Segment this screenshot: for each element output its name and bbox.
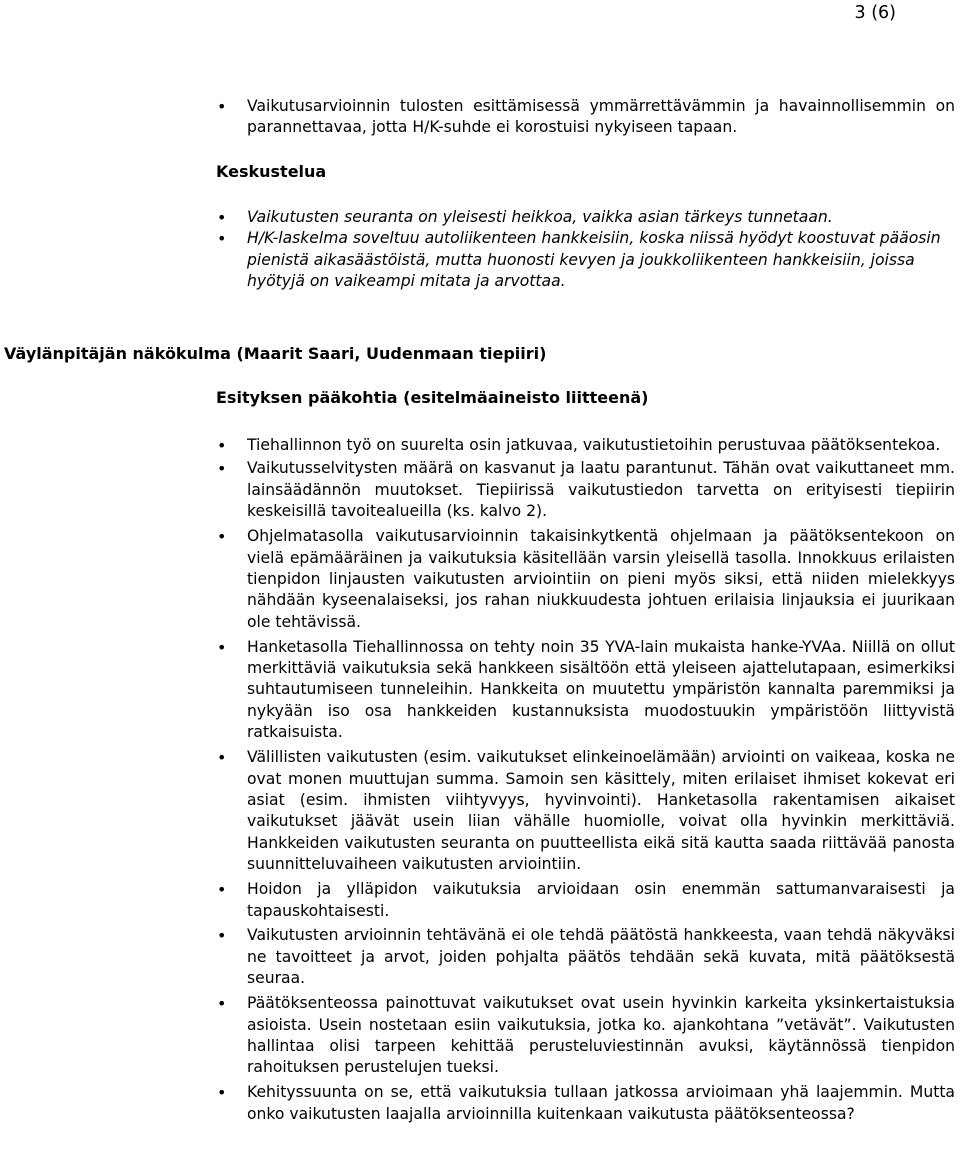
- intro-bullet-list: [0, 96, 960, 139]
- bullet-icon: •: [217, 1083, 227, 1103]
- bullet-icon: •: [217, 436, 227, 455]
- list-item: • Hoidon ja ylläpidon vaikutuksia arvioidaan osin enemmän sattumanvaraisesti ja tapauskohtaisesti.: [217, 880, 955, 920]
- list-item: • Ohjelmatasolla vaikutusarvioinnin takaisinkytkentä ohjelmaan ja päätöksentekoon on vielä epämääräinen ja vaikutuksia käsitellään varsin yleisellä tasolla. Innokkuus erilaisten tienpidon linjausten vaikutusten arviointiin on pieni myös siksi, että niiden mielekkyys nähdään kyseenalaiseksi, jos rahan niukkuudesta johtuen erilaisia linjauksia ei juurikaan ole tehtävissä.: [217, 527, 955, 631]
- main-bullet-list: [0, 435, 960, 1129]
- subsection-heading: Esityksen pääkohtia (esitelmäaineisto liitteenä): [216, 388, 649, 407]
- bullet-icon: •: [217, 748, 227, 768]
- section-heading: Väylänpitäjän näkökulma (Maarit Saari, Uudenmaan tiepiiri): [4, 344, 547, 363]
- list-item: • Kehityssuunta on se, että vaikutuksia tullaan jatkossa arvioimaan yhä laajemmin. Mutta onko vaikutusten laajalla arvioinnilla kuitenkaan vaikutusta päätöksenteossa?: [217, 1083, 955, 1123]
- bullet-icon: •: [217, 208, 227, 227]
- page-number: 3 (6): [854, 3, 896, 23]
- list-item: • Tiehallinnon työ on suurelta osin jatkuvaa, vaikutustietoihin perustuvaa päätöksentekoa.: [217, 436, 941, 455]
- discussion-heading: Keskustelua: [216, 162, 327, 181]
- bullet-icon: •: [217, 527, 227, 547]
- list-item: • Vaikutusten seuranta on yleisesti heikkoa, vaikka asian tärkeys tunnetaan.: [217, 208, 833, 227]
- bullet-icon: •: [217, 459, 227, 479]
- list-item: • Vaikutusten arvioinnin tehtävänä ei ole tehdä päätöstä hankkeesta, vaan tehdä näkyväksi ne tavoitteet ja arvot, joiden pohjalta päätös tehdään sekä kuvata, mitä päätöksestä seuraa.: [217, 926, 955, 988]
- bullet-icon: •: [217, 880, 227, 900]
- bullet-icon: •: [217, 97, 227, 116]
- list-item: • H/K-laskelma soveltuu autoliikenteen hankkeisiin, koska niissä hyödyt koostuvat pääosin pienistä aikasäästöistä, mutta huonosti kevyen ja joukkoliikenteen hankkeisiin, joissa hyötyjä on vaikeampi mitata ja arvottaa.: [217, 229, 941, 291]
- list-item: • Hanketasolla Tiehallinnossa on tehty noin 35 YVA-lain mukaista hanke-YVAa. Niillä on ollut merkittäviä vaikutuksia sekä hankkeen sisältöön että yleiseen ajattelutapaan, esimerkiksi suhtautumiseen tunneleihin. Hankkeita on muutettu ympäristön kannalta paremmiksi ja nykyään iso osa hankkeiden kustannuksista muodostuukin ympäristöön liittyvistä ratkaisuista.: [217, 637, 955, 742]
- bullet-icon: •: [217, 994, 227, 1014]
- bullet-icon: •: [217, 229, 227, 249]
- bullet-icon: •: [217, 926, 227, 946]
- bullet-icon: •: [217, 637, 227, 657]
- list-item: • Välillisten vaikutusten (esim. vaikutukset elinkeinoelämään) arviointi on vaikeaa, koska ne ovat monen muuttujan summa. Samoin sen käsittely, miten erilaiset ihmiset kokevat eri asiat (esim. ihmisten viihtyvyys, hyvinvointi). Hanketasolla rakentamisen aikaiset vaikutukset jäävät usein liian vähälle huomiolle, voivat olla hyvinkin merkittäviä. Hankkeiden vaikutusten seuranta on puutteellista eikä sitä kautta saada riittävää panosta suunnitteluvaiheen vaikutusten arviointiin.: [217, 748, 955, 874]
- list-item: • Vaikutusselvitysten määrä on kasvanut ja laatu parantunut. Tähän ovat vaikuttaneet mm. lainsäädännön muutokset. Tiepiirissä vaikutustiedon tarvetta on erityisesti tiepiirin keskeisillä tavoitealueilla (ks. kalvo 2).: [217, 459, 955, 521]
- list-item: • Vaikutusarvioinnin tulosten esittämisessä ymmärrettävämmin ja havainnollisemmin on parannettavaa, jotta H/K-suhde ei korostuisi nykyiseen tapaan.: [217, 97, 955, 137]
- list-item: • Päätöksenteossa painottuvat vaikutukset ovat usein hyvinkin karkeita yksinkertaistuksia asioista. Usein nostetaan esiin vaikutuksia, jotka ko. ajankohtana ”vetävät”. Vaikutusten hallintaa olisi tarpeen kehittää perusteluviestinnän avuksi, käytännössä tienpidon rahoituksen perustelujen tueksi.: [217, 994, 955, 1077]
- discussion-bullet-list: [0, 207, 960, 293]
